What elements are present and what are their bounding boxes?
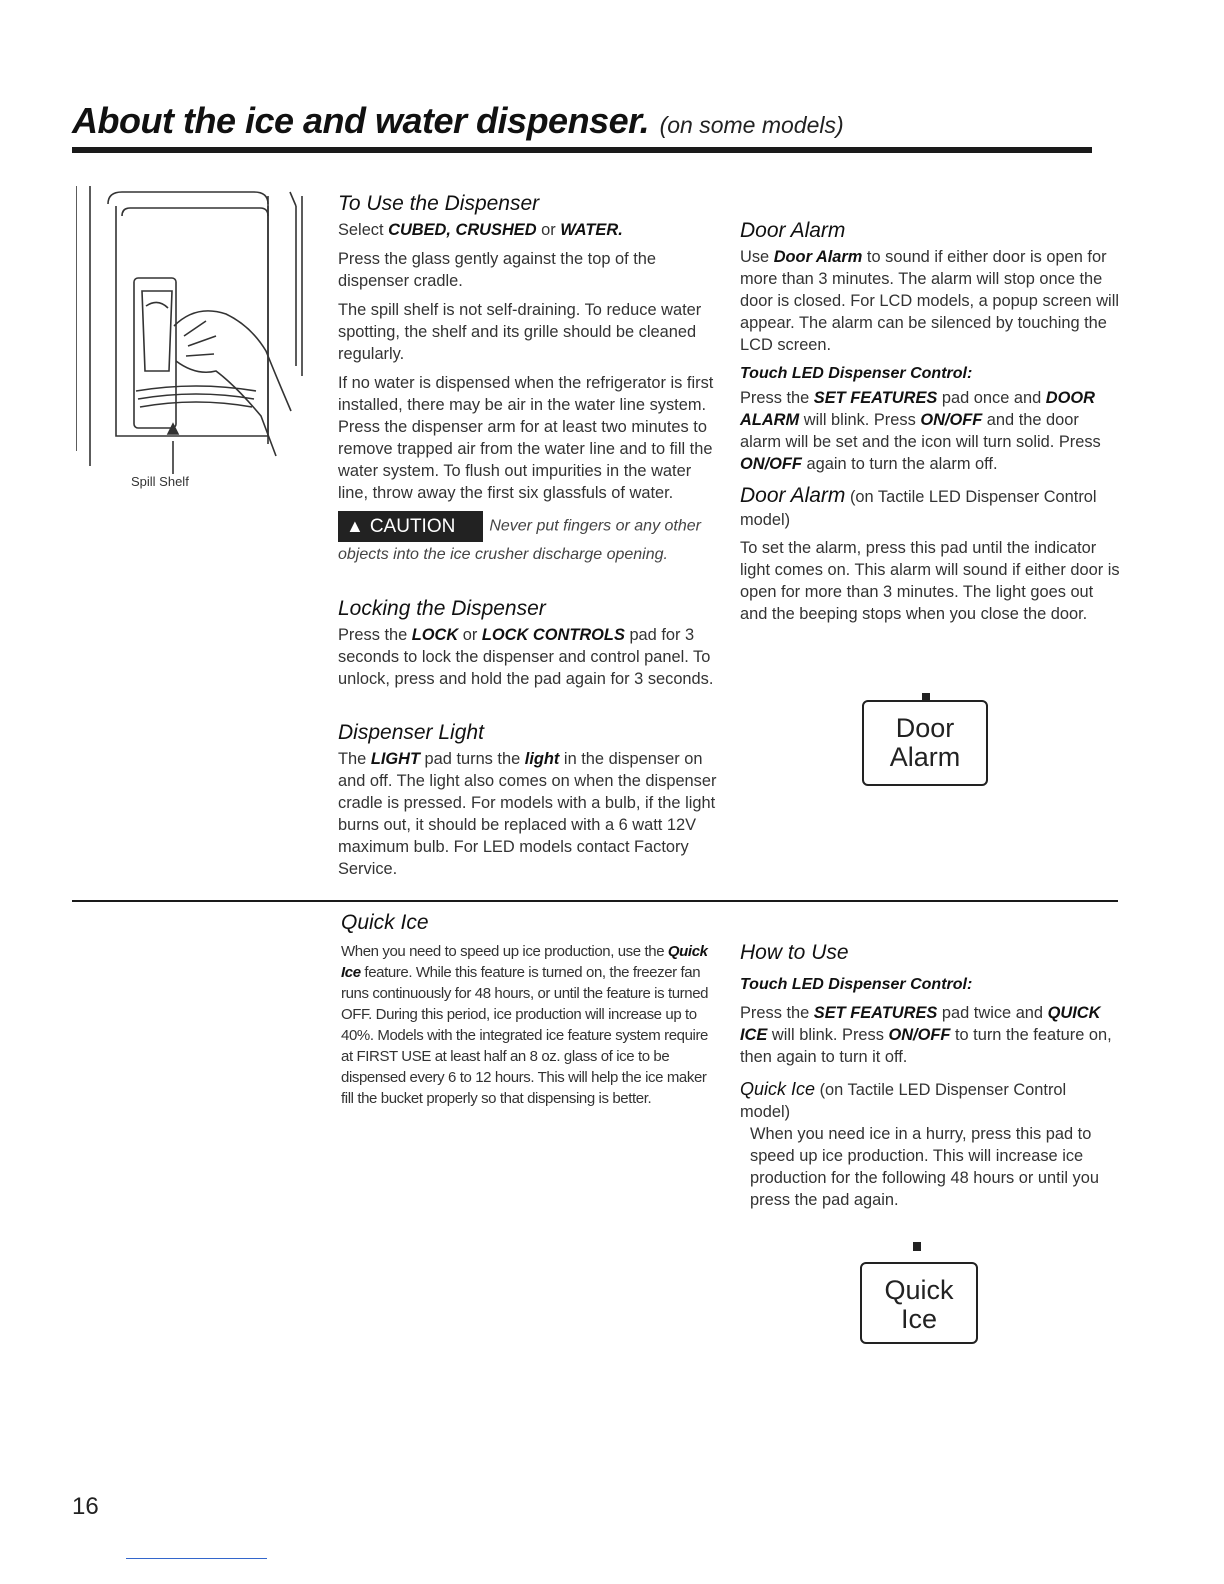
section-divider — [72, 900, 1118, 902]
touch-led-heading: Touch LED Dispenser Control: — [740, 365, 973, 382]
page-title: About the ice and water dispenser. — [72, 100, 650, 141]
select-or: or — [536, 221, 561, 239]
how-to-use-text-4: to turn the feature on, then again to turn it off. — [740, 1026, 1112, 1066]
caution-text-continued: objects into the ice crusher discharge opening. — [338, 546, 668, 563]
quick-ice-tactile-suffix: (on Tactile LED Dispenser Control model) — [740, 1081, 1067, 1121]
lock-controls-label: LOCK CONTROLS — [481, 626, 625, 644]
locking-section — [338, 596, 718, 697]
use-dispenser-section — [338, 191, 718, 566]
quick-ice-tactile-heading — [740, 1078, 1112, 1123]
page-header — [72, 100, 1092, 142]
quick-ice-indicator-light — [913, 1242, 921, 1251]
quick-ice-text-2: feature. While this feature is turned on, the freezer fan runs continuously for 48 hours, or until the feature is turned OFF. During this period, ice production will increase up to 40%. Models with the integrated ice feature system require at FIRST USE at least half an 8 oz. glass of ice to be dispensed every 6 to 12 hours. This will help the ice maker fill the bucket properly so that dispensing is better. — [341, 964, 709, 1107]
paragraph-air-in-line: If no water is dispensed when the refrigerator is first installed, there may be air in the water line system. Press the dispenser arm for at least two minutes to remove trapped air from the water line and to fill the water system. To flush out impurities in the water line, throw away the first six glassfuls of water. — [338, 374, 714, 502]
how-to-use-text-1: Press the — [740, 1004, 814, 1022]
tactile-suffix: (on Tactile LED Dispenser Control model) — [740, 488, 1097, 529]
how-to-use-text-2: pad twice and — [937, 1004, 1048, 1022]
paragraph-cradle: Press the glass gently against the top of the dispenser cradle. — [338, 250, 656, 290]
paragraph-spill-shelf: The spill shelf is not self-draining. To reduce water spotting, the shelf and its grille should be cleaned regularly. — [338, 301, 702, 363]
door-alarm-pad-line2: Alarm — [889, 742, 961, 772]
quick-ice-pad[interactable] — [860, 1262, 978, 1344]
how-to-use-text — [740, 1002, 1112, 1068]
locking-heading: Locking the Dispenser — [338, 597, 546, 620]
touch-led-text-5: again to turn the alarm off. — [801, 455, 998, 473]
use-dispenser-heading: To Use the Dispenser — [338, 192, 540, 215]
set-features-label: SET FEATURES — [813, 389, 938, 407]
caution-badge — [338, 511, 483, 542]
touch-led-text-1: Press the — [740, 389, 814, 407]
how-to-use-heading: How to Use — [740, 941, 849, 964]
select-prefix: Select — [338, 221, 389, 239]
door-alarm-heading: Door Alarm — [740, 219, 846, 242]
tactile-door-alarm-text: To set the alarm, press this pad until the indicator light comes on. This alarm will sound if either door is open for more than 3 minutes. The light goes out and the beeping stops when you close the door. — [740, 539, 1120, 623]
tactile-door-alarm-heading: Door Alarm — [740, 484, 846, 507]
touch-led-text-3: will blink. Press — [799, 411, 921, 429]
quick-ice-pad-line2: Ice — [900, 1304, 938, 1334]
page-subtitle: (on some models) — [659, 112, 844, 138]
how-to-use-onoff: ON/OFF — [888, 1026, 951, 1044]
select-instruction — [338, 219, 718, 241]
tactile-heading-row — [740, 483, 1122, 531]
dispenser-drawing — [76, 186, 311, 476]
door-alarm-text-2: to sound if either door is open for more than 3 minutes. The alarm will stop once the door is closed. For LCD models, a popup screen will appear. The alarm can be silenced by touching the LCD screen. — [740, 248, 1119, 354]
door-alarm-section — [740, 218, 1122, 632]
dispenser-light-text — [338, 748, 718, 880]
light-text-3: in the dispenser on and off. The light also comes on when the dispenser cradle is pressed. For models with a bulb, if the light burns out, it should be replaced with a 6 watt 12V maximum bulb. For LED models contact Factory Service. — [338, 750, 717, 878]
light-pad-label: LIGHT — [370, 750, 420, 768]
dispenser-light-heading: Dispenser Light — [338, 721, 484, 744]
quick-ice-text-1: When you need to speed up ice production, use the — [341, 943, 668, 960]
quick-ice-em: Quick Ice — [341, 943, 708, 981]
quick-ice-caps-label: QUICK ICE — [740, 1004, 1101, 1044]
door-alarm-caps-label: DOOR ALARM — [740, 389, 1095, 429]
dispenser-light-section — [338, 720, 718, 887]
how-to-use-set-features: SET FEATURES — [813, 1004, 938, 1022]
quick-ice-tactile-text: When you need ice in a hurry, press this pad to speed up ice production. This will increase ice production for the following 48 hours or until you press the pad again. — [750, 1125, 1099, 1209]
quick-ice-section — [341, 910, 711, 1109]
warning-icon: ▲ — [346, 516, 364, 536]
onoff-label-2: ON/OFF — [740, 455, 802, 473]
touch-led-text-2: pad once and — [937, 389, 1046, 407]
how-to-use-touch-heading: Touch LED Dispenser Control: — [740, 976, 973, 993]
locking-text — [338, 624, 718, 690]
caution-notice — [338, 511, 718, 566]
select-water: WATER. — [560, 221, 623, 239]
door-alarm-pad[interactable] — [862, 700, 988, 786]
spill-shelf-label: Spill Shelf — [131, 474, 189, 489]
page-number: 16 — [72, 1493, 99, 1520]
locking-text-1: Press the — [338, 626, 412, 644]
light-text-1: The — [338, 750, 371, 768]
bottom-link-line — [126, 1558, 267, 1559]
onoff-label: ON/OFF — [920, 411, 983, 429]
quick-ice-text — [341, 941, 711, 1109]
light-word: light — [524, 750, 560, 768]
how-to-use-section — [740, 940, 1112, 1218]
door-alarm-text-1: Use — [740, 248, 774, 266]
quick-ice-pad-line1: Quick — [884, 1275, 954, 1305]
door-alarm-pad-line1: Door — [895, 713, 955, 743]
touch-led-text-4: and the door alarm will be set and the icon will turn solid. Press — [740, 411, 1101, 451]
lock-label: LOCK — [411, 626, 459, 644]
touch-led-text — [740, 387, 1122, 475]
select-options: CUBED, CRUSHED — [388, 221, 537, 239]
dispenser-illustration — [76, 186, 311, 476]
caution-text: Never put fingers or any other — [489, 517, 701, 535]
quick-ice-tactile-em: Quick Ice — [740, 1079, 816, 1099]
caution-label: CAUTION — [369, 516, 456, 537]
locking-text-3: pad for 3 seconds to lock the dispenser and control panel. To unlock, press and hold the pad again for 3 seconds. — [338, 626, 714, 688]
how-to-use-text-3: will blink. Press — [767, 1026, 889, 1044]
light-text-2: pad turns the — [419, 750, 525, 768]
door-alarm-em: Door Alarm — [773, 248, 863, 266]
quick-ice-heading: Quick Ice — [341, 911, 429, 934]
locking-text-2: or — [458, 626, 482, 644]
door-alarm-text — [740, 246, 1122, 356]
header-rule — [72, 147, 1092, 153]
